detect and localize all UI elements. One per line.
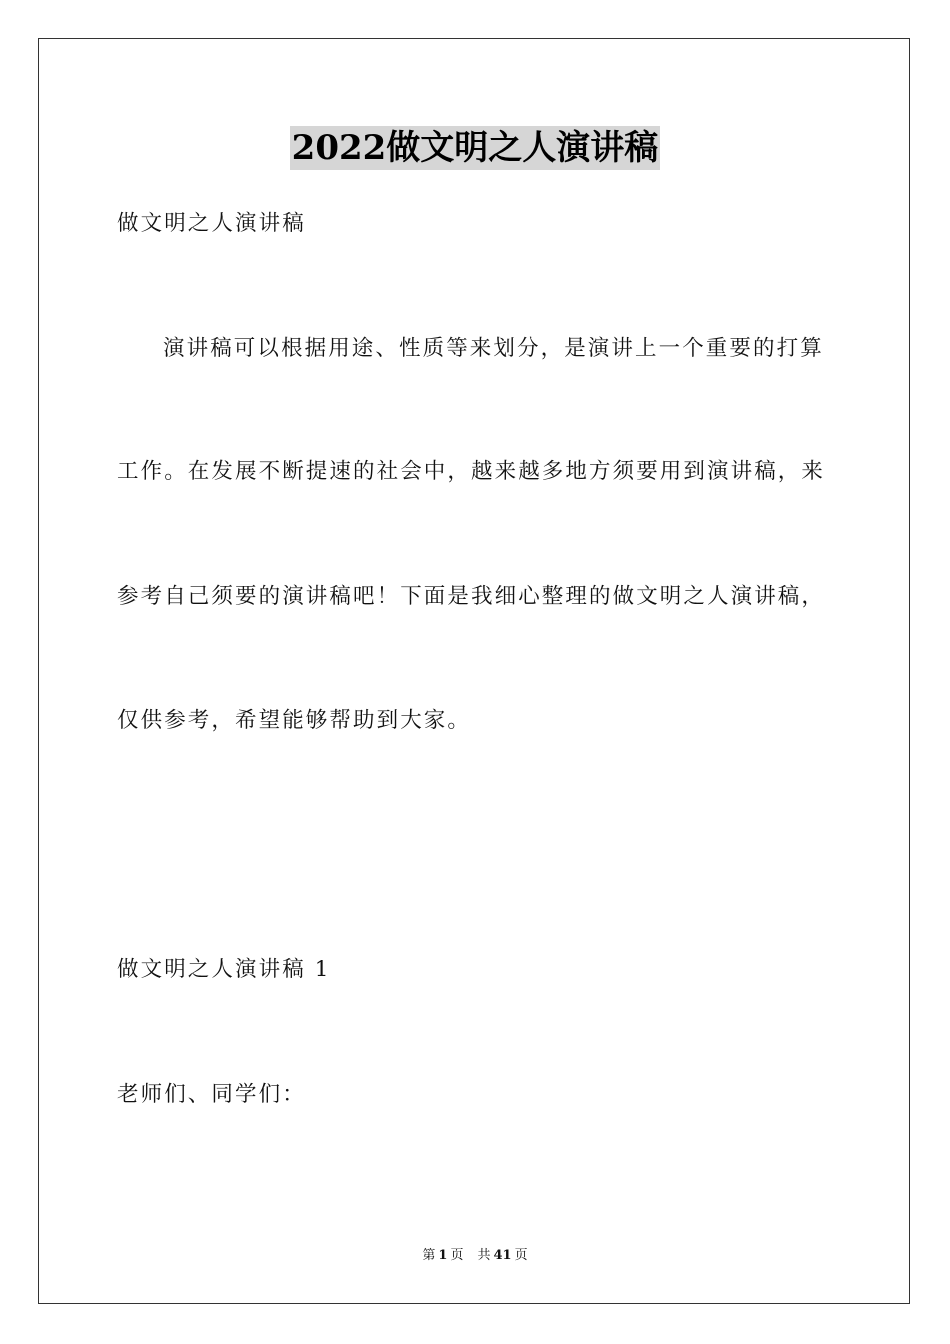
- total-pages: 41: [493, 1248, 512, 1263]
- title-container: [0, 126, 950, 170]
- total-label-prefix: 共: [477, 1248, 491, 1263]
- section-heading: 做文明之人演讲稿 1: [117, 957, 331, 982]
- paragraph-line-1: 演讲稿可以根据用途、性质等来划分，是演讲上一个重要的打算: [163, 336, 824, 361]
- paragraph-line-3: 参考自己须要的演讲稿吧！下面是我细心整理的做文明之人演讲稿，: [117, 584, 826, 609]
- subtitle-line: 做文明之人演讲稿: [117, 211, 306, 236]
- page-label-suffix: 页: [450, 1248, 464, 1263]
- salutation-line: 老师们、同学们：: [117, 1082, 306, 1107]
- total-label-suffix: 页: [514, 1248, 528, 1263]
- document-title: 2022做文明之人演讲稿: [291, 128, 659, 168]
- paragraph-line-2: 工作。在发展不断提速的社会中，越来越多地方须要用到演讲稿，来: [117, 459, 826, 484]
- page-number: 1: [438, 1248, 448, 1263]
- page-label-prefix: 第: [422, 1248, 436, 1263]
- paragraph-line-4: 仅供参考，希望能够帮助到大家。: [117, 708, 472, 733]
- page-footer: [0, 1247, 950, 1265]
